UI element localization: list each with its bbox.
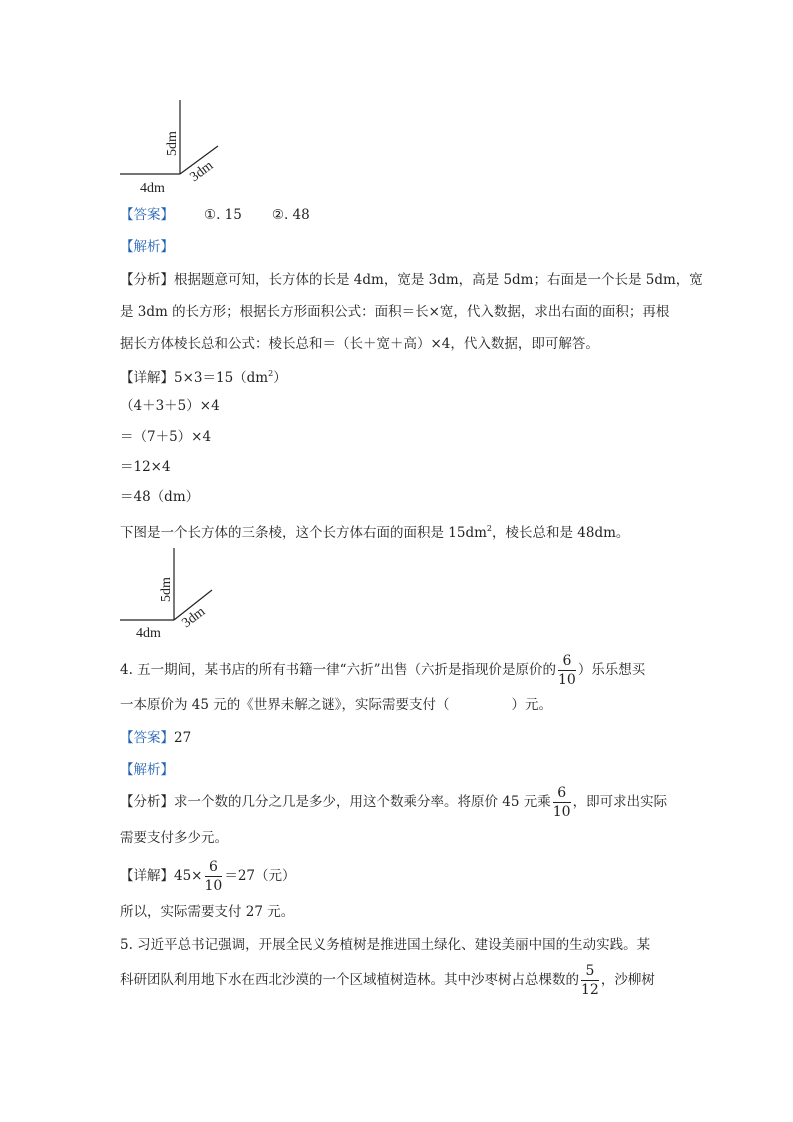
width-label: 4dm <box>136 626 161 641</box>
fraction-5-12: $\frac{5}{12}$ <box>581 963 599 998</box>
q4-answer-line <box>120 728 191 748</box>
q3-step-1: 【详解】$5\times 3=15(dm^2)$ <box>120 369 287 386</box>
xiangjie-tag: 【详解】 <box>120 370 174 386</box>
q3-step-5: ＝48（dm） <box>120 489 200 505</box>
answer-1: ①. 15 <box>204 207 242 223</box>
q4-fenxi-line-1: 【分析】求一个数的几分之几是多少，用这个数乘分率。将原价 45 元乘 $\frac{6}{10}$ ，即可求出实际 <box>120 785 668 820</box>
q4-analysis-tag: 【解析】 <box>120 762 174 778</box>
q5-question-line-1: 5. 习近平总书记强调，开展全民义务植树是推进国土绿化、建设美丽中国的生动实践。某 <box>120 937 651 953</box>
q3-fenxi-line-3: 据长方体棱长总和公式：棱长总和＝（长＋宽＋高）×4，代入数据，即可解答。 <box>120 336 599 352</box>
q4-question-line-1: 4. 五一期间，某书店的所有书籍一律“六折”出售（六折是指现价是原价的 $\frac{6}{10}$ ）乐乐想买 <box>120 653 646 688</box>
q3-fenxi-line-1 <box>120 270 703 290</box>
depth-label: 3dm <box>187 158 217 186</box>
q4-conclusion: 所以，实际需要支付 27 元。 <box>120 904 295 920</box>
q5-question-line-2: 科研团队利用地下水在西北沙漠的一个区域植树造林。其中沙枣树占总棵数的 $\frac{5}{12}$ ，沙柳树 <box>120 963 655 998</box>
cuboid-edges-figure-2 <box>118 548 238 648</box>
q3-fenxi-line-2: 是 3dm 的长方形；根据长方形面积公式：面积＝长×宽，代入数据，求出右面的面积；再根 <box>120 304 670 320</box>
fraction-6-10: $\frac{6}{10}$ <box>557 653 576 688</box>
q3-analysis-tag: 【解析】 <box>120 239 174 255</box>
width-label: 4dm <box>140 181 165 196</box>
q4-fenxi-line-2: 需要支付多少元。 <box>120 830 228 846</box>
cuboid-edges-figure-1 <box>118 100 238 200</box>
q3-answer-line <box>120 205 310 225</box>
fenxi-tag: 【分析】 <box>120 272 174 288</box>
q3-step-4: ＝12×4 <box>120 459 171 475</box>
height-label: 5dm <box>159 577 174 602</box>
answer-tag: 【答案】 <box>120 730 174 746</box>
height-label: 5dm <box>165 131 180 156</box>
q3-step-2: （4＋3＋5）×4 <box>120 398 220 414</box>
fraction-6-10: $\frac{6}{10}$ <box>552 785 571 820</box>
q3-step-3: ＝（7＋5）×4 <box>120 429 212 445</box>
q4-question-line-2: 一本原价为 45 元的《世界未解之谜》，实际需要支付（ ）元。 <box>120 697 553 713</box>
answer-2: ②. 48 <box>271 207 310 223</box>
q3-conclusion: 下图是一个长方体的三条棱，这个长方体右面的面积是 $15dm^2$，棱长总和是 48dm。 <box>120 524 630 541</box>
answer-value: 27 <box>174 730 192 746</box>
q4-calc-line: 【详解】45× $\frac{6}{10}$ ＝27（元） <box>120 859 296 894</box>
depth-label: 3dm <box>179 604 209 632</box>
fraction-6-10: $\frac{6}{10}$ <box>204 859 223 894</box>
fenxi-text: 根据题意可知，长方体的长是 4dm，宽是 3dm，高是 5dm；右面是一个长是 5dm，宽 <box>174 272 703 288</box>
answer-tag: 【答案】 <box>120 207 174 223</box>
